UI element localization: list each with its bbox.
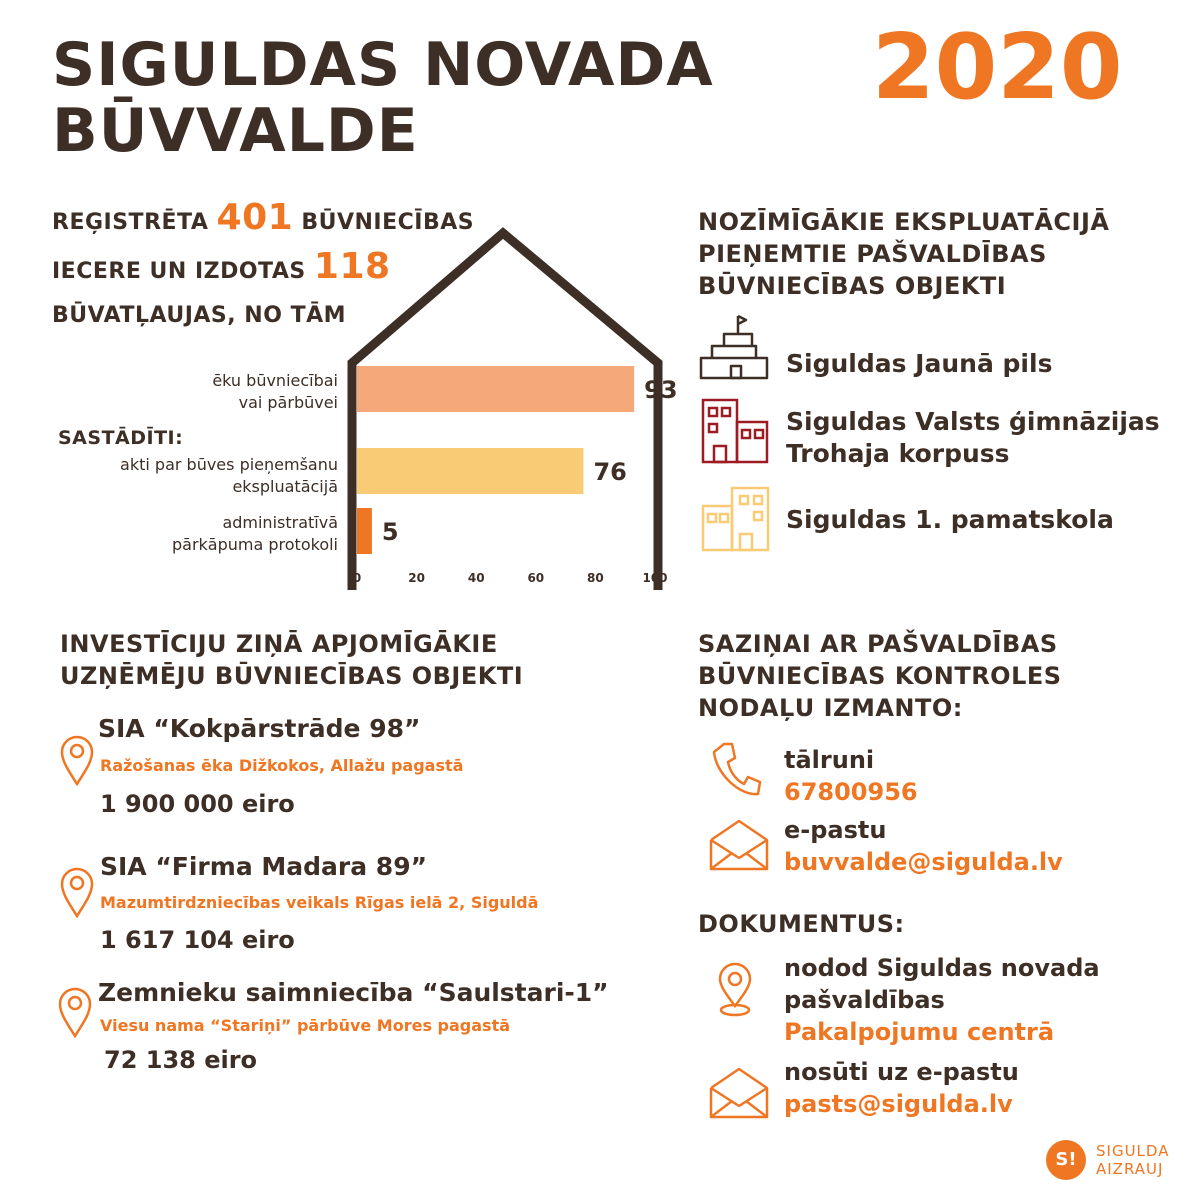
bar-value-label: 93 xyxy=(644,376,678,404)
bar-1 xyxy=(357,366,634,412)
logo-text: SIGULDA AIZRAUJ xyxy=(1096,1142,1170,1178)
doc-2-value[interactable]: pasts@sigulda.lv xyxy=(784,1090,1013,1118)
doc-2-label: nosūti uz e-pastu xyxy=(784,1058,1019,1086)
bar-value-label: 76 xyxy=(593,458,627,486)
email-value[interactable]: buvvalde@sigulda.lv xyxy=(784,848,1063,876)
x-tick-label: 40 xyxy=(467,571,485,585)
school-building-icon xyxy=(700,396,770,466)
castle-icon xyxy=(698,312,770,382)
x-tick-label: 80 xyxy=(587,571,604,585)
investments-heading: INVESTĪCIJU ZIŅĀ APJOMĪGĀKIE UZŅĒMĒJU BŪVNIECĪBAS OBJEKTI xyxy=(60,630,524,690)
bar-label-2: akti par būves pieņemšanu ekspluatācijā xyxy=(120,455,338,496)
object-item-2: Siguldas Valsts ģimnāzijas Trohaja korpuss xyxy=(786,407,1160,468)
bar-value-label: 5 xyxy=(381,518,399,546)
x-tick-label: 100 xyxy=(642,571,668,585)
page-title xyxy=(52,32,714,164)
phone-icon xyxy=(710,740,762,800)
x-tick-label: 60 xyxy=(527,571,545,585)
investment-1-amount: 1 900 000 eiro xyxy=(100,790,295,818)
logo-mark: S! xyxy=(1046,1140,1086,1180)
phone-label: tālruni xyxy=(784,746,875,774)
investment-2-title: SIA “Firma Madara 89” xyxy=(100,852,428,881)
investment-2-amount: 1 617 104 eiro xyxy=(100,926,295,954)
doc-1-text: nodod Siguldas novada pašvaldības xyxy=(784,954,1100,1014)
location-pin-icon xyxy=(60,866,94,918)
investment-3-subtitle: Viesu nama “Stariņi” pārbūve Mores pagastā xyxy=(100,1016,511,1035)
intro-line-1: REĢISTRĒTA 401 BŪVNIECĪBAS xyxy=(52,197,475,238)
location-pin-icon xyxy=(58,986,92,1038)
documents-heading: DOKUMENTUS: xyxy=(698,910,905,938)
doc-1-value: Pakalpojumu centrā xyxy=(784,1018,1055,1046)
envelope-icon xyxy=(708,1066,770,1120)
phone-value[interactable]: 67800956 xyxy=(784,778,918,806)
bar-2 xyxy=(357,448,583,494)
school-building-icon xyxy=(700,484,772,554)
object-item-1: Siguldas Jaunā pils xyxy=(786,349,1053,378)
email-label: e-pastu xyxy=(784,816,887,844)
objects-heading: NOZĪMĪGĀKIE EKSPLUATĀCIJĀ PIEŅEMTIE PAŠVALDĪBAS BŪVNIECĪBAS OBJEKTI xyxy=(698,208,1110,300)
compiled-label: SASTĀDĪTI: xyxy=(58,427,184,449)
registered-count: 401 xyxy=(216,197,294,238)
investment-1-title: SIA “Kokpārstrāde 98” xyxy=(98,714,421,743)
intro-line-3: BŪVATĻAUJAS, NO TĀM xyxy=(52,303,346,328)
location-pin-icon xyxy=(60,734,94,786)
intro-line-2: IECERE UN IZDOTAS 118 xyxy=(52,246,391,287)
investment-1-subtitle: Ražošanas ēka Dižkokos, Allažu pagastā xyxy=(100,756,464,775)
year: 2020 xyxy=(872,15,1123,120)
title-line-1: SIGULDAS NOVADA xyxy=(52,30,714,100)
envelope-icon xyxy=(708,818,770,872)
contact-heading: SAZIŅAI AR PAŠVALDĪBAS BŪVNIECĪBAS KONTROLES NODAĻU IZMANTO: xyxy=(698,630,1062,722)
x-tick-label: 0 xyxy=(352,571,362,585)
investment-3-title: Zemnieku saimniecība “Saulstari-1” xyxy=(98,978,609,1007)
bar-3 xyxy=(357,508,372,554)
location-pin-icon xyxy=(716,962,754,1018)
bar-label-1: ēku būvniecībai vai pārbūvei xyxy=(212,371,338,412)
x-tick-label: 20 xyxy=(408,571,425,585)
investment-2-subtitle: Mazumtirdzniecības veikals Rīgas ielā 2, Siguldā xyxy=(100,893,539,912)
bar-label-3: administratīvā pārkāpuma protokoli xyxy=(172,513,338,554)
object-item-3: Siguldas 1. pamatskola xyxy=(786,505,1114,534)
title-line-2: BŪVVALDE xyxy=(52,96,419,166)
investment-3-amount: 72 138 eiro xyxy=(104,1046,258,1074)
permits-count: 118 xyxy=(313,246,391,287)
